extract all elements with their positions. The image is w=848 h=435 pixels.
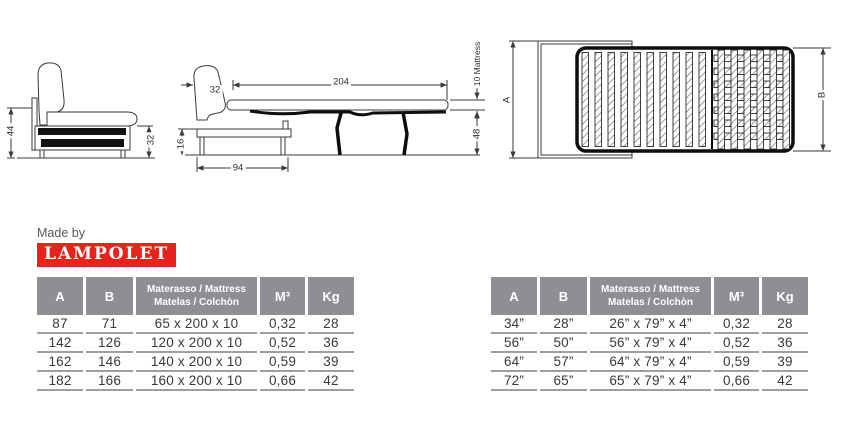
table-row	[37, 334, 358, 353]
imperial-spec-table	[491, 277, 812, 391]
header-mattress-line2: Matelas / Colchòn	[607, 297, 693, 308]
cell-b: 146	[86, 353, 133, 372]
header-mattress	[590, 277, 711, 315]
dim-label-total-height: 44	[5, 125, 17, 137]
cell-m3: 0,66	[260, 372, 305, 391]
cell-mattress: 26” x 79” x 4”	[590, 315, 711, 334]
dim-label-bed-length: 204	[333, 76, 349, 88]
header-volume: M³	[260, 277, 305, 315]
header-mattress	[136, 277, 257, 315]
cell-b: 28”	[540, 315, 587, 334]
table-row	[491, 372, 812, 391]
cell-kg: 39	[762, 353, 808, 372]
dim-label-mattress-note: 10 Mattress	[471, 41, 482, 87]
cell-a: 87	[37, 315, 83, 334]
dim-label-frame-height: 16	[175, 138, 187, 150]
cell-kg: 42	[308, 372, 354, 391]
cell-a: 142	[37, 334, 83, 353]
cell-kg: 36	[762, 334, 808, 353]
cell-b: 126	[86, 334, 133, 353]
cell-mattress: 120 x 200 x 10	[136, 334, 257, 353]
top-view	[509, 41, 831, 158]
header-weight: Kg	[762, 277, 808, 315]
dim-label-a: A	[501, 96, 513, 104]
table-row	[491, 315, 812, 334]
cell-kg: 28	[308, 315, 354, 334]
cell-a: 182	[37, 372, 83, 391]
cell-mattress: 160 x 200 x 10	[136, 372, 257, 391]
closed-sofa-side-view	[7, 63, 155, 158]
cell-m3: 0,32	[714, 315, 759, 334]
metric-spec-table	[37, 277, 358, 391]
made-by-text: Made by	[37, 226, 85, 240]
cell-m3: 0,52	[714, 334, 759, 353]
cell-kg: 42	[762, 372, 808, 391]
cell-mattress: 140 x 200 x 10	[136, 353, 257, 372]
cell-m3: 0,59	[714, 353, 759, 372]
cell-a: 72”	[491, 372, 537, 391]
cell-a: 64”	[491, 353, 537, 372]
dim-label-backrest-thickness: 32	[209, 84, 221, 96]
cell-m3: 0,59	[260, 353, 305, 372]
lampolet-logo: LAMPOLET	[37, 243, 176, 267]
cell-m3: 0,32	[260, 315, 305, 334]
dim-label-seat-height: 32	[145, 134, 157, 146]
cell-a: 34”	[491, 315, 537, 334]
cell-m3: 0,52	[260, 334, 305, 353]
cell-b: 166	[86, 372, 133, 391]
table-row	[491, 334, 812, 353]
cell-kg: 39	[308, 353, 354, 372]
header-a: A	[37, 277, 83, 315]
cell-mattress: 56” x 79” x 4”	[590, 334, 711, 353]
table-row	[491, 353, 812, 372]
cell-a: 162	[37, 353, 83, 372]
header-mattress-line1: Materasso / Mattress	[601, 284, 700, 295]
header-mattress-line1: Materasso / Mattress	[147, 284, 246, 295]
dim-label-base-depth: 94	[232, 162, 244, 174]
cell-kg: 36	[308, 334, 354, 353]
cell-b: 50”	[540, 334, 587, 353]
table-header	[491, 277, 812, 315]
cell-b: 71	[86, 315, 133, 334]
cell-kg: 28	[762, 315, 808, 334]
table-header	[37, 277, 358, 315]
header-b: B	[540, 277, 587, 315]
dim-label-b: B	[816, 91, 828, 99]
table-row	[37, 372, 358, 391]
header-weight: Kg	[308, 277, 354, 315]
header-a: A	[491, 277, 537, 315]
cell-b: 65”	[540, 372, 587, 391]
dim-label-bed-height: 48	[471, 128, 483, 140]
header-b: B	[86, 277, 133, 315]
cell-mattress: 65” x 79” x 4”	[590, 372, 711, 391]
cell-mattress: 64” x 79” x 4”	[590, 353, 711, 372]
cell-b: 57”	[540, 353, 587, 372]
table-row	[37, 353, 358, 372]
logo-block	[37, 226, 176, 267]
cell-a: 56”	[491, 334, 537, 353]
cell-m3: 0,66	[714, 372, 759, 391]
header-volume: M³	[714, 277, 759, 315]
table-row	[37, 315, 358, 334]
cell-mattress: 65 x 200 x 10	[136, 315, 257, 334]
header-mattress-line2: Matelas / Colchòn	[153, 297, 239, 308]
